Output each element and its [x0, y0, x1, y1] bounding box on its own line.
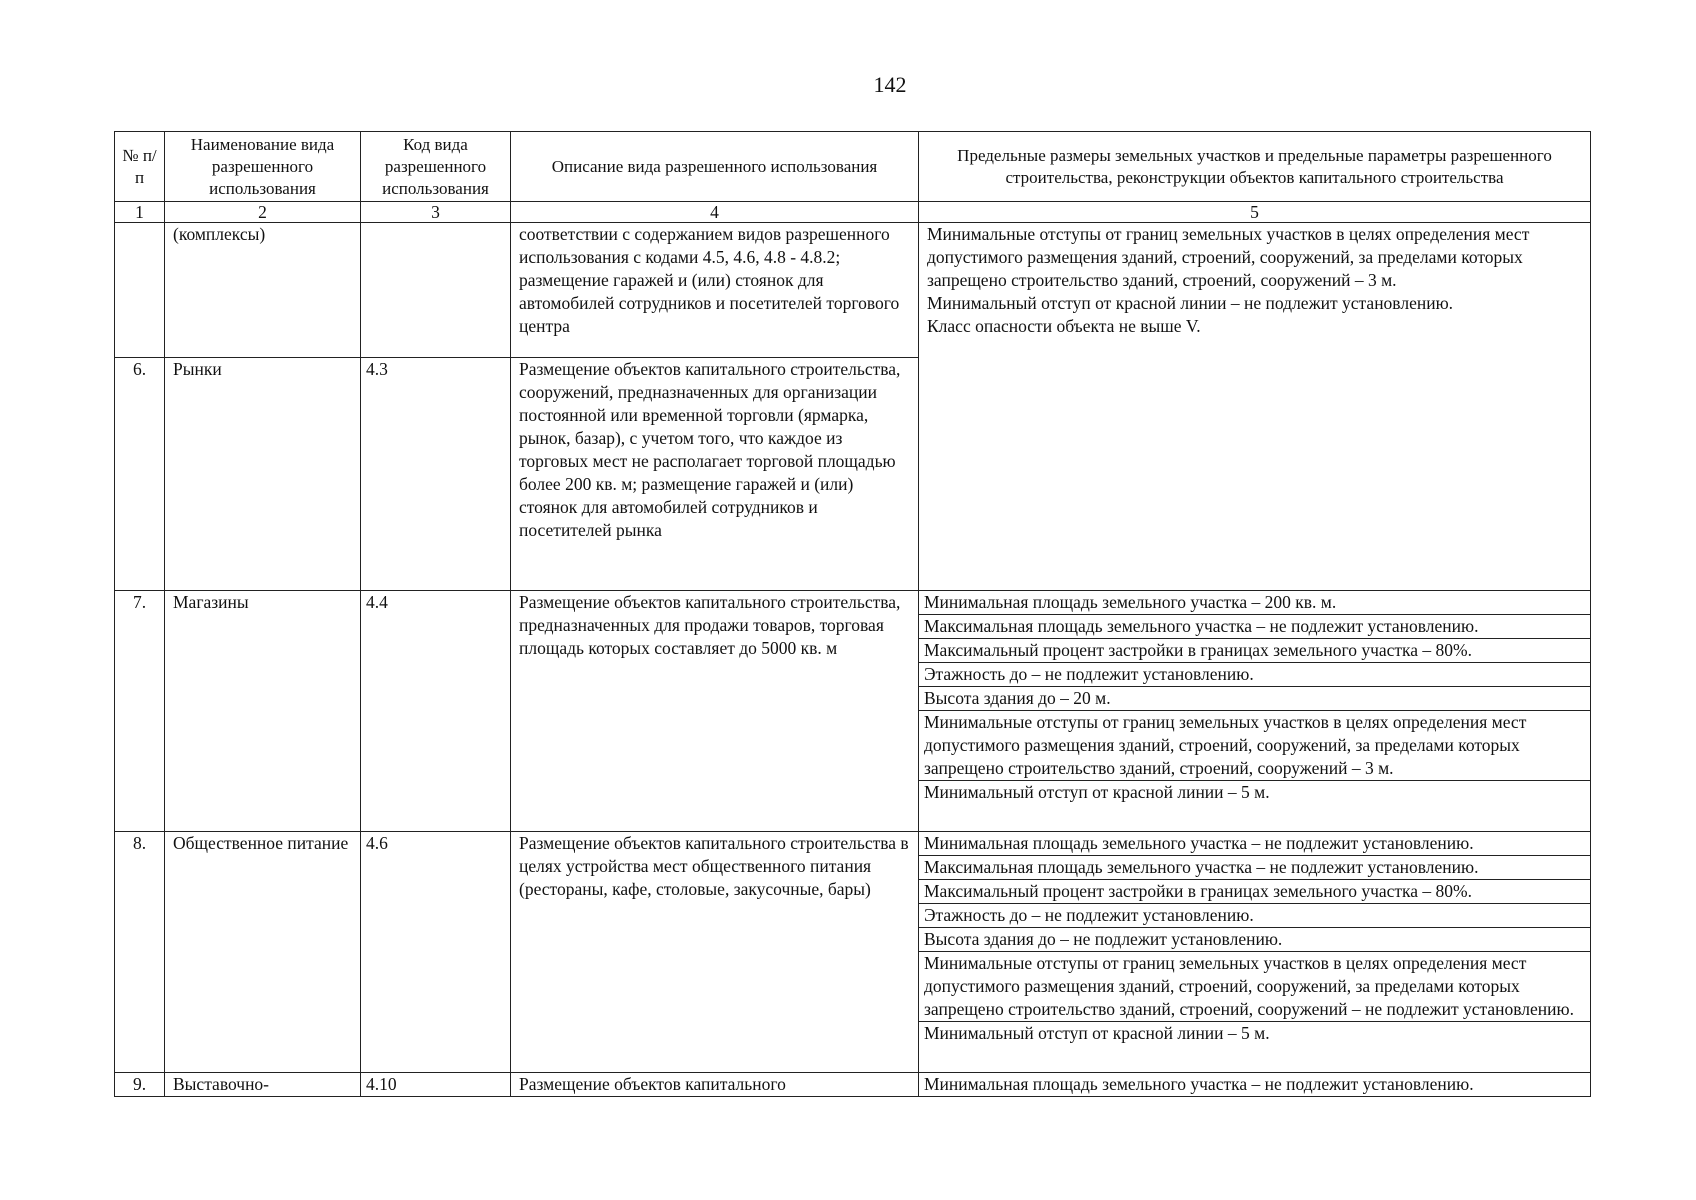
header-limits: Предельные размеры земельных участков и предельные параметры разрешенного строительства, реконструкции объектов капитального строительства — [919, 132, 1591, 202]
row-desc: Размещение объектов капитального — [511, 1072, 919, 1096]
row-num: 8. — [115, 832, 165, 1073]
table-row — [115, 832, 1591, 1073]
row-num: 9. — [115, 1072, 165, 1096]
limit-min-area: Минимальная площадь земельного участка – не подлежит установлению. — [919, 832, 1590, 856]
limit-setbacks: Минимальные отступы от границ земельных участков в целях определения мест допустимого размещения зданий, строений, сооружений, за пределами которых запрещено строительство зданий, строений, сооружений – 3 м. — [927, 224, 1530, 291]
row-name: Выставочно- — [165, 1072, 361, 1096]
limit-height: Высота здания до – 20 м. — [919, 687, 1590, 711]
row-desc: Размещение объектов капитального строительства, предназначенных для продажи товаров, торговая площадь которых составляет до 5000 кв. м — [511, 591, 919, 832]
limit-floors: Этажность до – не подлежит установлению. — [919, 663, 1590, 687]
column-number: 3 — [361, 202, 511, 223]
limit-max-coverage: Максимальный процент застройки в границах земельного участка – 80%. — [919, 639, 1590, 663]
row-code: 4.4 — [361, 591, 511, 832]
table-row — [115, 1072, 1591, 1096]
row-num: 7. — [115, 591, 165, 832]
row-limits — [919, 223, 1591, 591]
limit-red-line: Минимальный отступ от красной линии – не подлежит установлению. — [927, 293, 1454, 314]
limit-min-area: Минимальная площадь земельного участка – не подлежит установлению. — [924, 1073, 1474, 1094]
row-code: 4.6 — [361, 832, 511, 1073]
row-name: (комплексы) — [165, 223, 361, 357]
limit-setbacks: Минимальные отступы от границ земельных участков в целях определения мест допустимого размещения зданий, строений, сооружений, за пределами которых запрещено строительство зданий, строений, сооружений – не подлежит установлению. — [919, 952, 1590, 1022]
limit-floors: Этажность до – не подлежит установлению. — [919, 904, 1590, 928]
row-num — [115, 223, 165, 357]
row-limits — [919, 832, 1591, 1073]
limit-min-area: Минимальная площадь земельного участка – 200 кв. м. — [919, 591, 1590, 615]
limit-max-coverage: Максимальный процент застройки в границах земельного участка – 80%. — [919, 880, 1590, 904]
row-desc: Размещение объектов капитального строительства, сооружений, предназначенных для организации постоянной или временной торговли (ярмарка, рынок, базар), с учетом того, что каждое из торговых мест не располагает торговой площадью более 200 кв. м; размещение гаражей и (или) стоянок для автомобилей сотрудников и посетителей рынка — [511, 357, 919, 591]
header-num: № п/п — [115, 132, 165, 202]
limit-height: Высота здания до – не подлежит установлению. — [919, 928, 1590, 952]
limit-max-area: Максимальная площадь земельного участка – не подлежит установлению. — [919, 615, 1590, 639]
header-code: Код вида разрешенного использования — [361, 132, 511, 202]
limit-red-line: Минимальный отступ от красной линии – 5 м. — [924, 1023, 1270, 1044]
column-number: 5 — [919, 202, 1591, 223]
row-name: Магазины — [165, 591, 361, 832]
row-limits — [919, 1072, 1591, 1096]
limit-red-line: Минимальный отступ от красной линии – 5 м. — [924, 782, 1270, 803]
row-desc: Размещение объектов капитального строительства в целях устройства мест общественного питания (рестораны, кафе, столовые, закусочные, бары) — [511, 832, 919, 1073]
column-number: 1 — [115, 202, 165, 223]
limit-max-area: Максимальная площадь земельного участка – не подлежит установлению. — [919, 856, 1590, 880]
limit-hazard-class: Класс опасности объекта не выше V. — [927, 316, 1201, 337]
limits-list — [919, 832, 1590, 1045]
limits-list — [919, 591, 1590, 804]
land-use-table — [114, 131, 1591, 1097]
page-number: 142 — [873, 72, 907, 97]
row-num: 6. — [115, 357, 165, 591]
column-number-row — [115, 202, 1591, 223]
row-code — [361, 223, 511, 357]
row-name: Рынки — [165, 357, 361, 591]
table-row — [115, 223, 1591, 357]
row-limits — [919, 591, 1591, 832]
header-name: Наименование вида разрешенного использования — [165, 132, 361, 202]
limit-setbacks: Минимальные отступы от границ земельных участков в целях определения мест допустимого размещения зданий, строений, сооружений, за пределами которых запрещено строительство зданий, строений, сооружений – 3 м. — [919, 711, 1590, 781]
table-row — [115, 591, 1591, 832]
row-name: Общественное питание — [165, 832, 361, 1073]
row-code: 4.3 — [361, 357, 511, 591]
row-desc: соответствии с содержанием видов разрешенного использования с кодами 4.5, 4.6, 4.8 - 4.8.2; размещение гаражей и (или) стоянок для автомобилей сотрудников и посетителей торгового центра — [511, 223, 919, 357]
column-number: 2 — [165, 202, 361, 223]
table-header-row — [115, 132, 1591, 202]
limits-list — [919, 1073, 1590, 1096]
column-number: 4 — [511, 202, 919, 223]
header-desc: Описание вида разрешенного использования — [511, 132, 919, 202]
row-code: 4.10 — [361, 1072, 511, 1096]
